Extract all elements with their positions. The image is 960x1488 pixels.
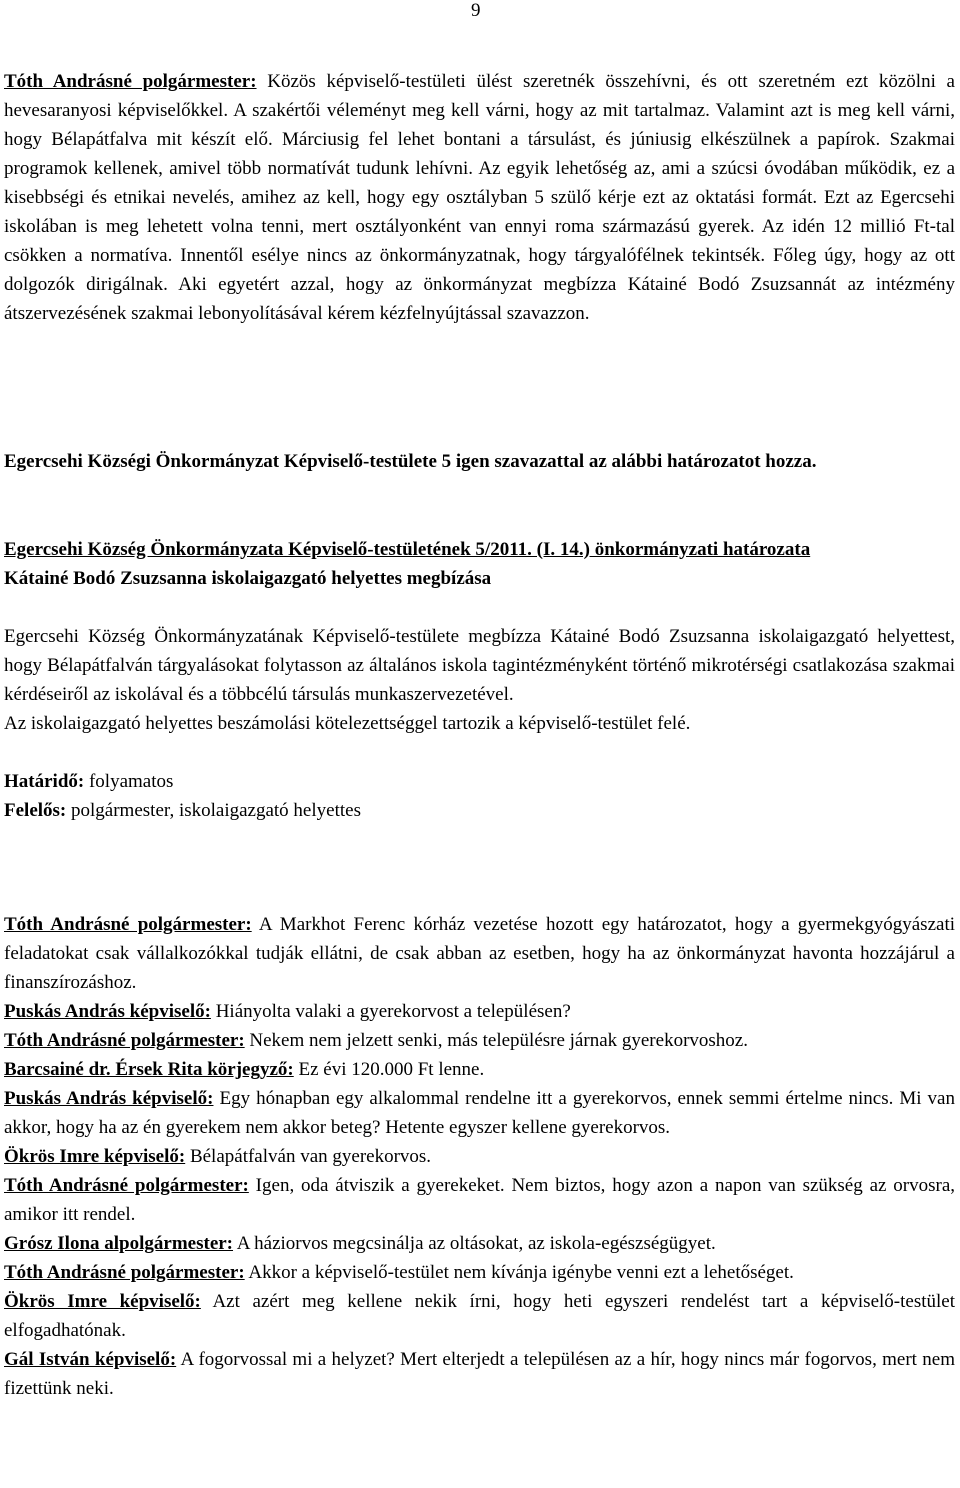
speaker-label: Ökrös Imre képviselő: xyxy=(4,1146,186,1167)
speech-text: Nekem nem jelzett senki, más településre járnak gyerekorvoshoz. xyxy=(244,1030,748,1051)
speaker-label: Barcsainé dr. Érsek Rita körjegyző: xyxy=(4,1059,294,1080)
speech-text: Egy hónapban egy alkalommal rendelne itt a gyerekorvos, ennek semmi értelme nincs. Mi van akkor, hogy ha az én gyerekem nem akkor beteg? Hetente egyszer kellene gyerekorvos. xyxy=(4,1088,955,1138)
speech-text: A fogorvossal mi a helyzet? Mert elterjedt a településen az a hír, hogy nincs már fogorvos, mert nem fizettünk neki. xyxy=(4,1349,955,1399)
dialogue-line xyxy=(4,1229,955,1258)
dialogue-line xyxy=(4,910,955,997)
dialogue-line xyxy=(4,997,955,1026)
resolution-body: Egercsehi Község Önkormányzatának Képviselő-testülete megbízza Kátainé Bodó Zsuzsanna iskolaigazgató helyettest, hogy Bélapátfalván tárgyalásokat folytasson az általános iskola tagintézményként történő mikrotérségi csatlakozása szakmai kérdéseiről az iskolával és a többcélú társulás munkaszervezetével. xyxy=(4,626,955,705)
speech-text: Bélapátfalván van gyerekorvos. xyxy=(185,1146,432,1167)
resolution-heading: Egercsehi Község Önkormányzata Képviselő-testületének 5/2011. (I. 14.) önkormányzati határozata xyxy=(4,539,811,560)
speech-text: A Markhot Ferenc kórház vezetése hozott egy határozatot, hogy a gyermekgyógyászati feladatokat csak vállalkozókkal tudják ellátni, de csak abban az esetben, hogy ha az önkormányzat havonta hozzájárul a finanszírozáshoz. xyxy=(4,914,955,993)
dialogue-block xyxy=(4,910,955,1403)
speaker-label: Ökrös Imre képviselő: xyxy=(4,1291,201,1312)
speech-text: Akkor a képviselő-testület nem kívánja igénybe venni ezt a lehetőséget. xyxy=(244,1262,794,1283)
speaker-label: Tóth Andrásné polgármester: xyxy=(4,914,252,935)
speech-text: Igen, oda átviszik a gyerekeket. Nem biztos, hogy azon a napon van szükség az orvosra, amikor itt rendel. xyxy=(4,1175,956,1225)
resolution-subject: Kátainé Bodó Zsuzsanna iskolaigazgató helyettes megbízása xyxy=(4,568,492,589)
speaker-label: Puskás András képviselő: xyxy=(4,1088,214,1109)
dialogue-line xyxy=(4,1084,955,1142)
speaker-label: Puskás András képviselő: xyxy=(4,1001,211,1022)
speaker-label: Tóth Andrásné polgármester: xyxy=(4,1262,245,1283)
speech-text: Ez évi 120.000 Ft lenne. xyxy=(293,1059,485,1080)
speech-text: Hiányolta valaki a gyerekorvost a településen? xyxy=(210,1001,571,1022)
speech-text: Azt azért meg kellene nekik írni, hogy heti egyszeri rendelést tart a képviselő-testület elfogadhatónak. xyxy=(4,1291,955,1341)
speaker-label: Tóth Andrásné polgármester: xyxy=(4,1175,249,1196)
resolution-deadline xyxy=(4,767,955,796)
dialogue-line xyxy=(4,1026,955,1055)
vote-statement: Egercsehi Községi Önkormányzat Képviselő-testülete 5 igen szavazattal az alábbi határozatot hozza. xyxy=(4,451,817,472)
dialogue-line xyxy=(4,1171,955,1229)
dialogue-line xyxy=(4,1287,955,1345)
deadline-value: folyamatos xyxy=(84,771,174,792)
dialogue-line xyxy=(4,1055,955,1084)
speaker-label: Tóth Andrásné polgármester: xyxy=(4,71,257,92)
responsible-label: Felelős: xyxy=(4,800,67,821)
dialogue-line xyxy=(4,1345,955,1403)
deadline-label: Határidő: xyxy=(4,771,85,792)
resolution-block xyxy=(4,535,955,825)
dialogue-line xyxy=(4,1258,955,1287)
paragraph-mayor-speech xyxy=(4,67,955,328)
speech-text: Közös képviselő-testületi ülést szeretnék összehívni, és ott szeretném ezt közölni a hevesaranyosi képviselőkkel. A szakértői véleményt meg kell várni, hogy az mit tartalmaz. Valamint azt is meg kell várni, hogy Bélapátfalva mit készít elő. Márciusig fel lehet bontani a társulást, és júniusig elkészülnek a papírok. Szakmai programok kellenek, amivel több normatívát tudunk lehívni. Az egyik lehetőség az, ami a szúcsi óvodában működik, ez a kisebbségi és etnikai nevelés, amihez az kell, hogy egy osztályban 5 szülő kérje ezt az oktatási formát. Ezt az Egercsehi iskolában is meg lehetett volna tenni, mert osztályonként van ennyi roma származású gyerek. Az idén 12 millió Ft-tal csökken a normatíva. Innentől esélye nincs az önkormányzatnak, hogy tárgyalófélnek tekintsék. Főleg úgy, hogy az ott dolgozók dirigálnak. Aki egyetért azzal, hogy az önkormányzat megbízza Kátainé Bodó Zsuzsannát az intézmény átszervezésének szakmai lebonyolításával kérem kézfelnyújtással szavazzon. xyxy=(4,71,955,324)
speaker-label: Gál István képviselő: xyxy=(4,1349,177,1370)
speaker-label: Tóth Andrásné polgármester: xyxy=(4,1030,245,1051)
speaker-label: Grósz Ilona alpolgármester: xyxy=(4,1233,234,1254)
responsible-value: polgármester, iskolaigazgató helyettes xyxy=(66,800,361,821)
resolution-reporting: Az iskolaigazgató helyettes beszámolási kötelezettséggel tartozik a képviselő-testület felé. xyxy=(4,713,691,734)
dialogue-line xyxy=(4,1142,955,1171)
page-number: 9 xyxy=(471,0,481,21)
speech-text: A háziorvos megcsinálja az oltásokat, az iskola-egészségügyet. xyxy=(233,1233,716,1254)
resolution-responsible xyxy=(4,796,955,825)
